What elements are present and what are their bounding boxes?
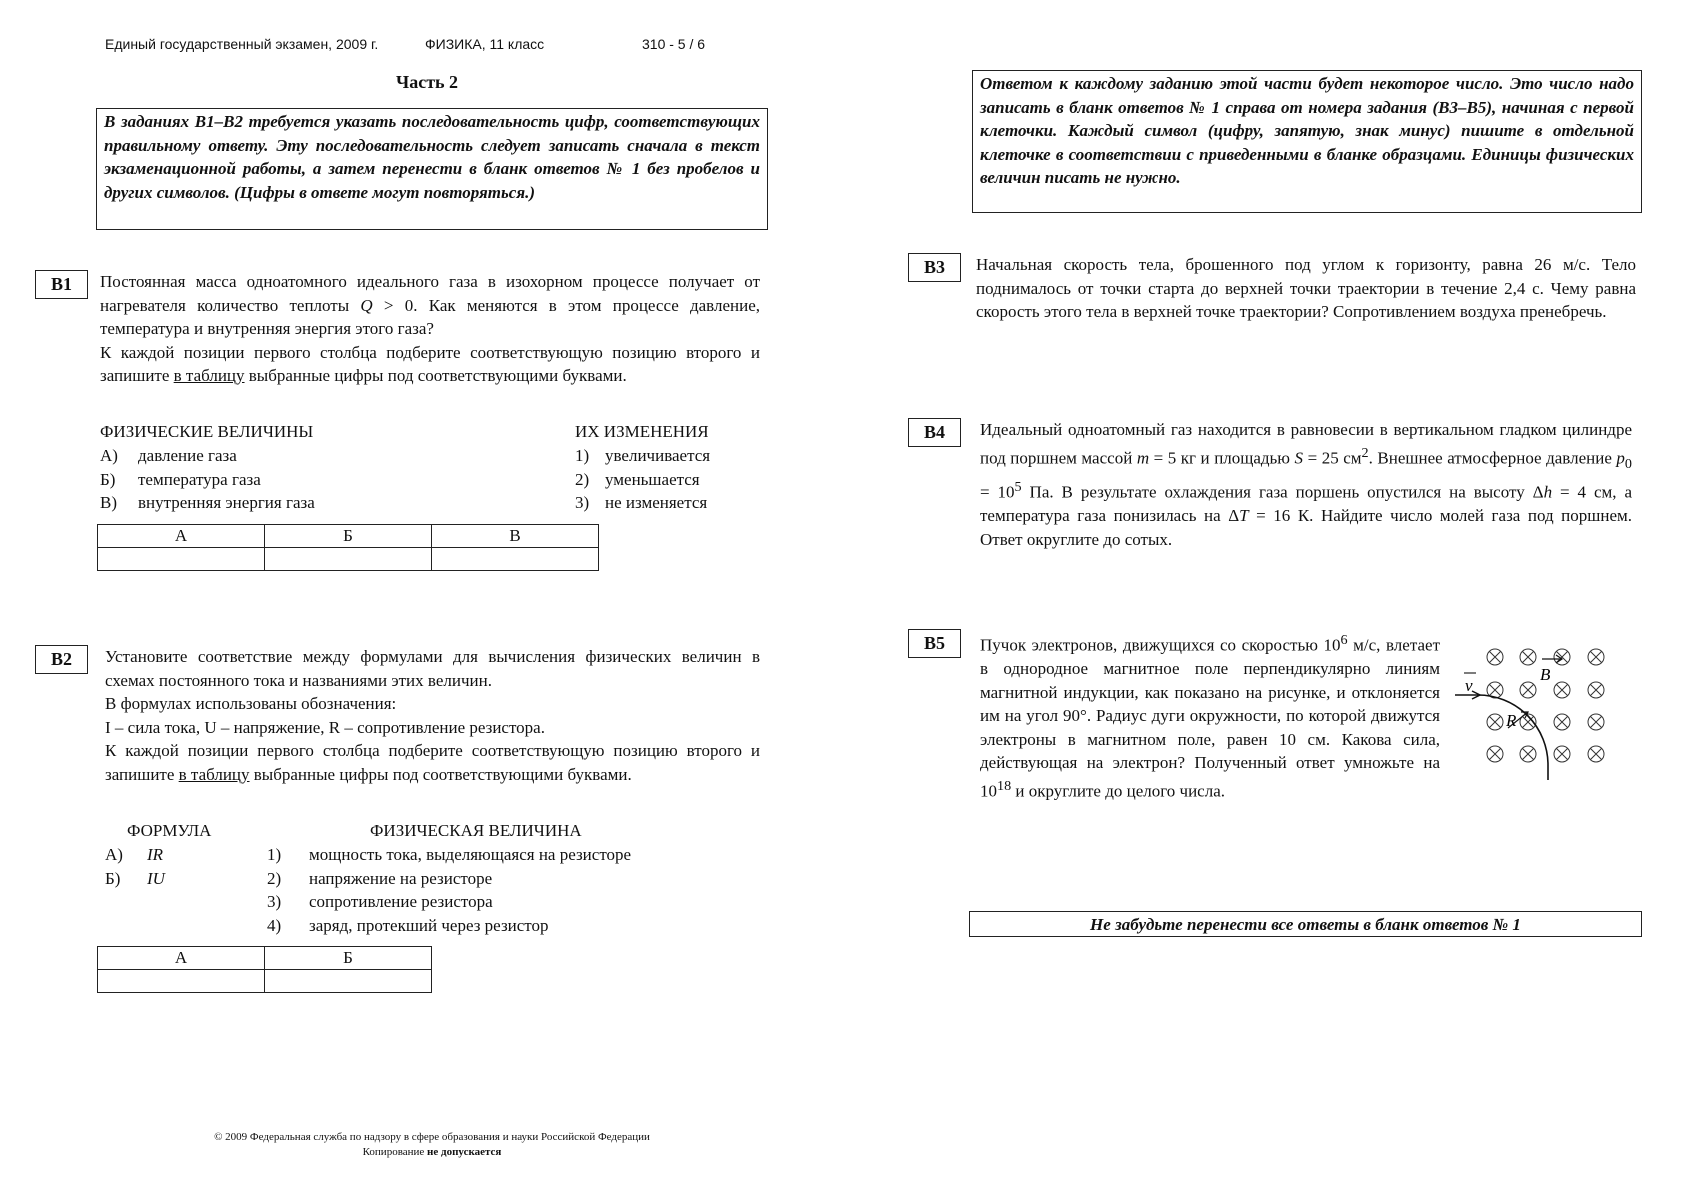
list-item: 2) напряжение на резисторе [267, 868, 493, 888]
part-title: Часть 2 [396, 72, 459, 92]
magnetic-field-figure [1450, 640, 1610, 785]
table-header: Б [265, 525, 432, 548]
b1-answer-table [97, 524, 599, 571]
list-item: 3) не изменяется [575, 493, 708, 512]
answer-cell[interactable] [432, 548, 599, 571]
b2-left-list [105, 843, 165, 890]
list-item: 3) сопротивление резистора [267, 892, 493, 911]
task-b5-label: B5 [908, 629, 961, 658]
task-b2-text: Установите соответствие между формулами для вычисления физических величин в схемах постоянного тока и названиями этих величин. В формулах использованы обозначения: I – сила тока, U – напряжение, R – сопротивление резистора. К каждой позиции первого столбца подберите соответствующую позицию второго и запишите в таблицу выбранные цифры под соответствующими буквами. [105, 647, 760, 784]
reminder-box: Не забудьте перенести все ответы в бланк ответов № 1 [969, 911, 1642, 937]
list-item: А) IR [105, 845, 164, 864]
field-cross-marker [1588, 649, 1604, 665]
field-cross-marker [1520, 746, 1536, 762]
task-b3-text: Начальная скорость тела, брошенного под углом к горизонту, равна 26 м/с. Тело поднималось от точки старта до верхней точки траектории в течение 2,4 с. Чему равна скорость этого тела в верхней точке траектории? Сопротивлением воздуха пренебречь. [976, 255, 1636, 321]
list-item: 1) мощность тока, выделяющаяся на резисторе [267, 845, 632, 864]
list-item: Б) IU [105, 868, 165, 888]
electron-trajectory [1455, 695, 1548, 780]
list-item: А) давление газа [100, 446, 237, 465]
b1-left-header: ФИЗИЧЕСКИЕ ВЕЛИЧИНЫ [100, 422, 314, 441]
velocity-label: v [1465, 676, 1473, 695]
task-b3-label: B3 [908, 253, 961, 282]
field-cross-marker [1554, 682, 1570, 698]
field-cross-marker [1520, 682, 1536, 698]
field-cross-marker [1554, 714, 1570, 730]
field-label: B [1540, 665, 1551, 684]
field-cross-marker [1588, 746, 1604, 762]
table-header: А [98, 947, 265, 970]
radius-label: R [1506, 711, 1517, 730]
instructions-b1-b2: В заданиях В1–В2 требуется указать последовательность цифр, соответствующих правильному ответу. Эту последовательность следует записать сначала в текст экзаменационной работы, а затем перенести в бланк ответов № 1 без пробелов и других символов. (Цифры в ответе могут повторяться.) [96, 108, 768, 230]
list-item: В) внутренняя энергия газа [100, 493, 315, 512]
b2-answer-table [97, 946, 432, 993]
header-subject: ФИЗИКА, 11 класс [425, 36, 545, 52]
b1-left-list [100, 444, 315, 515]
field-cross-marker [1520, 649, 1536, 665]
b2-right-list [267, 843, 631, 937]
field-cross-marker [1487, 649, 1503, 665]
answer-cell[interactable] [265, 548, 432, 571]
instructions-b3-b5: Ответом к каждому заданию этой части будет некоторое число. Это число надо записать в бланк ответов № 1 справа от номера задания (В3–В5), начиная с первой клеточки. Каждый символ (цифру, запятую, знак минус) пишите в отдельной клеточке в соответствии с приведенными в бланке образцами. Единицы физических величин писать не нужно. [972, 70, 1642, 213]
b1-right-header: ИХ ИЗМЕНЕНИЯ [575, 422, 709, 441]
b2-left-header: ФОРМУЛА [127, 821, 212, 840]
field-cross-marker [1588, 714, 1604, 730]
task-b2-label: B2 [35, 645, 88, 674]
field-cross-marker [1487, 746, 1503, 762]
footer: © 2009 Федеральная служба по надзору в сфере образования и науки Российской Федерации Копирование не допускается [214, 1131, 650, 1158]
table-header: Б [265, 947, 432, 970]
task-b5-text: Пучок электронов, движущихся со скоростью $10^6$ м/с, влетает в однородное магнитное поле перпендикулярно линиям магнитной индукции, как показано на рисунке, и отклоняется им на угол 90°. Радиус дуги окружности, по которой движутся электроны в магнитном поле, равен 10 см. Какова сила, действующая на электрон? Полученный ответ умножьте на $10^{18}$ и округлите до целого числа. [980, 632, 1440, 801]
answer-cell[interactable] [98, 970, 265, 993]
field-cross-marker [1554, 746, 1570, 762]
table-header: А [98, 525, 265, 548]
b1-right-list [575, 444, 710, 515]
table-header: В [432, 525, 599, 548]
list-item: 2) уменьшается [575, 469, 700, 489]
header-page: 310 - 5 / 6 [642, 36, 706, 52]
list-item: 4) заряд, протекший через резистор [267, 915, 549, 935]
answer-cell[interactable] [98, 548, 265, 571]
task-b4-label: B4 [908, 418, 961, 447]
list-item: 1) увеличивается [575, 446, 711, 465]
b2-right-header: ФИЗИЧЕСКАЯ ВЕЛИЧИНА [370, 821, 582, 840]
task-b1-label: B1 [35, 270, 88, 299]
task-b1-text: Постоянная масса одноатомного идеального газа в изохорном процессе получает от нагревателя количество теплоты Q > 0. Как меняются в этом процессе давление, температура и внутренняя энергия этого газа? К каждой позиции первого столбца подберите соответствующую позицию второго и запишите в таблицу выбранные цифры под соответствующими буквами. [100, 272, 760, 385]
field-cross-marker [1487, 714, 1503, 730]
list-item: Б) температура газа [100, 469, 261, 489]
answer-cell[interactable] [265, 970, 432, 993]
task-b4-text: Идеальный одноатомный газ находится в равновесии в вертикальном гладком цилиндре под поршнем массой m = 5 кг и площадью S = 25 $см^2$. Внешнее атмосферное давление $p_0 = 10^5$ Па. В результате охлаждения газа поршень опустился на высоту Δh = 4 см, а температура газа понизилась на ΔT = 16 К. Найдите число молей газа под поршнем. Ответ округлите до сотых. [980, 420, 1632, 549]
field-cross-marker [1588, 682, 1604, 698]
header-exam: Единый государственный экзамен, 2009 г. [105, 36, 379, 52]
